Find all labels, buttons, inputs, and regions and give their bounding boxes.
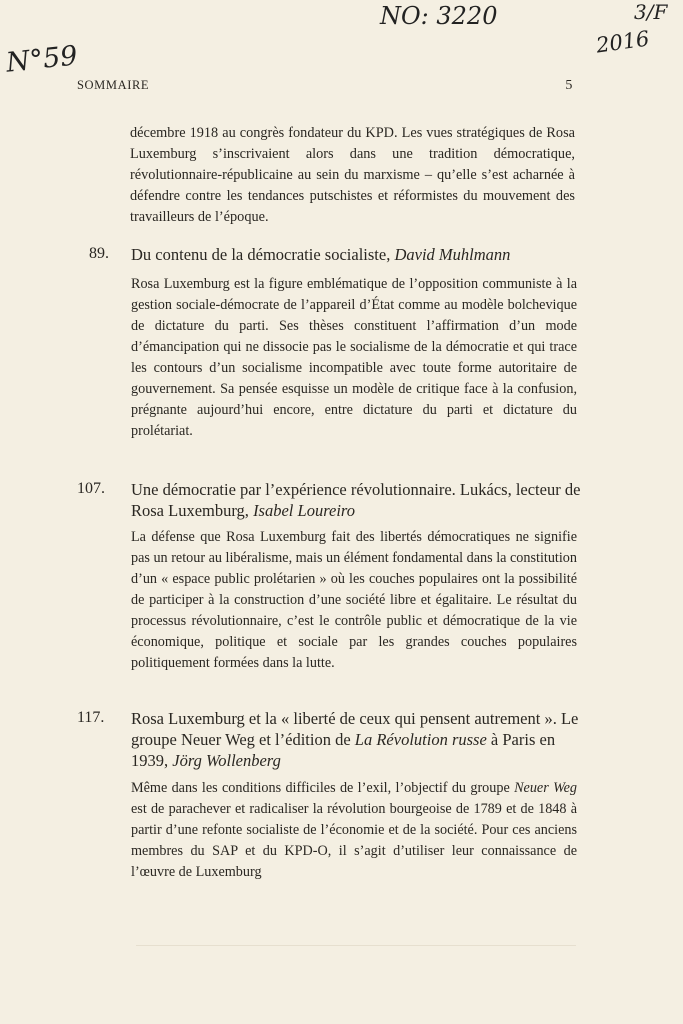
handwritten-number-top: NO: 3220 xyxy=(380,2,498,30)
entry-abstract-text: Même dans les conditions difficiles de l’exil, l’objectif du groupe xyxy=(131,780,515,796)
entry-abstract xyxy=(131,778,577,883)
entry-title xyxy=(131,708,581,771)
entry-title xyxy=(131,479,581,521)
entry-title-text: Du contenu de la démocratie socialiste, xyxy=(131,245,391,264)
entry-abstract-italic: Neuer Weg xyxy=(514,780,577,796)
entry-title-italic: La Révolution russe xyxy=(354,730,487,749)
entry-title-text: Rosa Luxemburg et la « liberté de ceux qui pensent autrement ». Le groupe Neuer Weg et l’édition de xyxy=(131,709,579,749)
handwritten-note-top-right: 3/F xyxy=(634,0,668,24)
entry-page-number: 107. xyxy=(77,480,105,497)
bleed-through-rule xyxy=(136,945,576,946)
entry-title xyxy=(131,244,581,265)
entry-author: Jörg Wollenberg xyxy=(172,751,281,770)
handwritten-year: 2016 xyxy=(594,26,651,58)
running-head xyxy=(77,78,573,93)
handwritten-number-left: N°59 xyxy=(4,40,79,79)
entry-author: Isabel Loureiro xyxy=(253,501,355,520)
entry-abstract: La défense que Rosa Luxemburg fait des libertés démocratiques ne signifie pas un retour au libéralisme, mais un élément fondamental dans la constitution d’un « espace public prolétarien » où les couches populaires ont la possibilité de participer à la construction d’une société libre et égalitaire. Le résultat du processus révolutionnaire, c’est le contrôle public et démocratique de la vie économique, politique et sociale par les grandes couches populaires politiquement formées dans la lutte. xyxy=(131,529,577,671)
lead-paragraph xyxy=(130,123,575,228)
entry-title-text: Une démocratie par l’expérience révolutionnaire. Lukács, lecteur de Rosa Luxemburg, xyxy=(131,480,581,520)
entry-page-number: 117. xyxy=(77,709,105,726)
entry-abstract-text-end: est de parachever et radicaliser la révolution bourgeoise de 1789 et de 1848 à partir d’une refonte socialiste de l’économie et de la société. Pour ces anciens membres du SAP et du KPD-O, il s’agit d’utiliser leur connaissance de l’œuvre de Luxemburg xyxy=(131,801,577,880)
entry-abstract: Rosa Luxemburg est la figure emblématique de l’opposition communiste à la gestion sociale-démocrate de l’appareil d’État comme au modèle bolchevique de dictature du parti. Ses thèses constituent l’affirmation d’un mode d’émancipation qui ne dissocie pas le socialisme de la démocratie et qui trace les contours d’un socialisme incompatible avec toute forme autoritaire de gouvernement. Sa pensée esquisse un modèle de critique face à la confusion, prégnante aujourd’hui encore, entre dictature du parti et dictature du prolétariat. xyxy=(131,276,577,439)
page-number: 5 xyxy=(565,78,573,93)
entry-page-number: 89. xyxy=(89,245,109,262)
entry-author: David Muhlmann xyxy=(394,245,511,264)
running-head-title: SOMMAIRE xyxy=(77,78,150,92)
lead-paragraph-text: décembre 1918 au congrès fondateur du KPD. Les vues stratégiques de Rosa Luxemburg s’inscrivaient alors dans une tradition démocratique, révolutionnaire-républicaine au sein du marxisme – qu’elle s’est acharnée à défendre contre les tendances putschistes et réformistes du mouvement des travailleurs de l’époque. xyxy=(130,125,575,225)
entry-title-text-end: à Paris en 1939, xyxy=(131,730,556,770)
